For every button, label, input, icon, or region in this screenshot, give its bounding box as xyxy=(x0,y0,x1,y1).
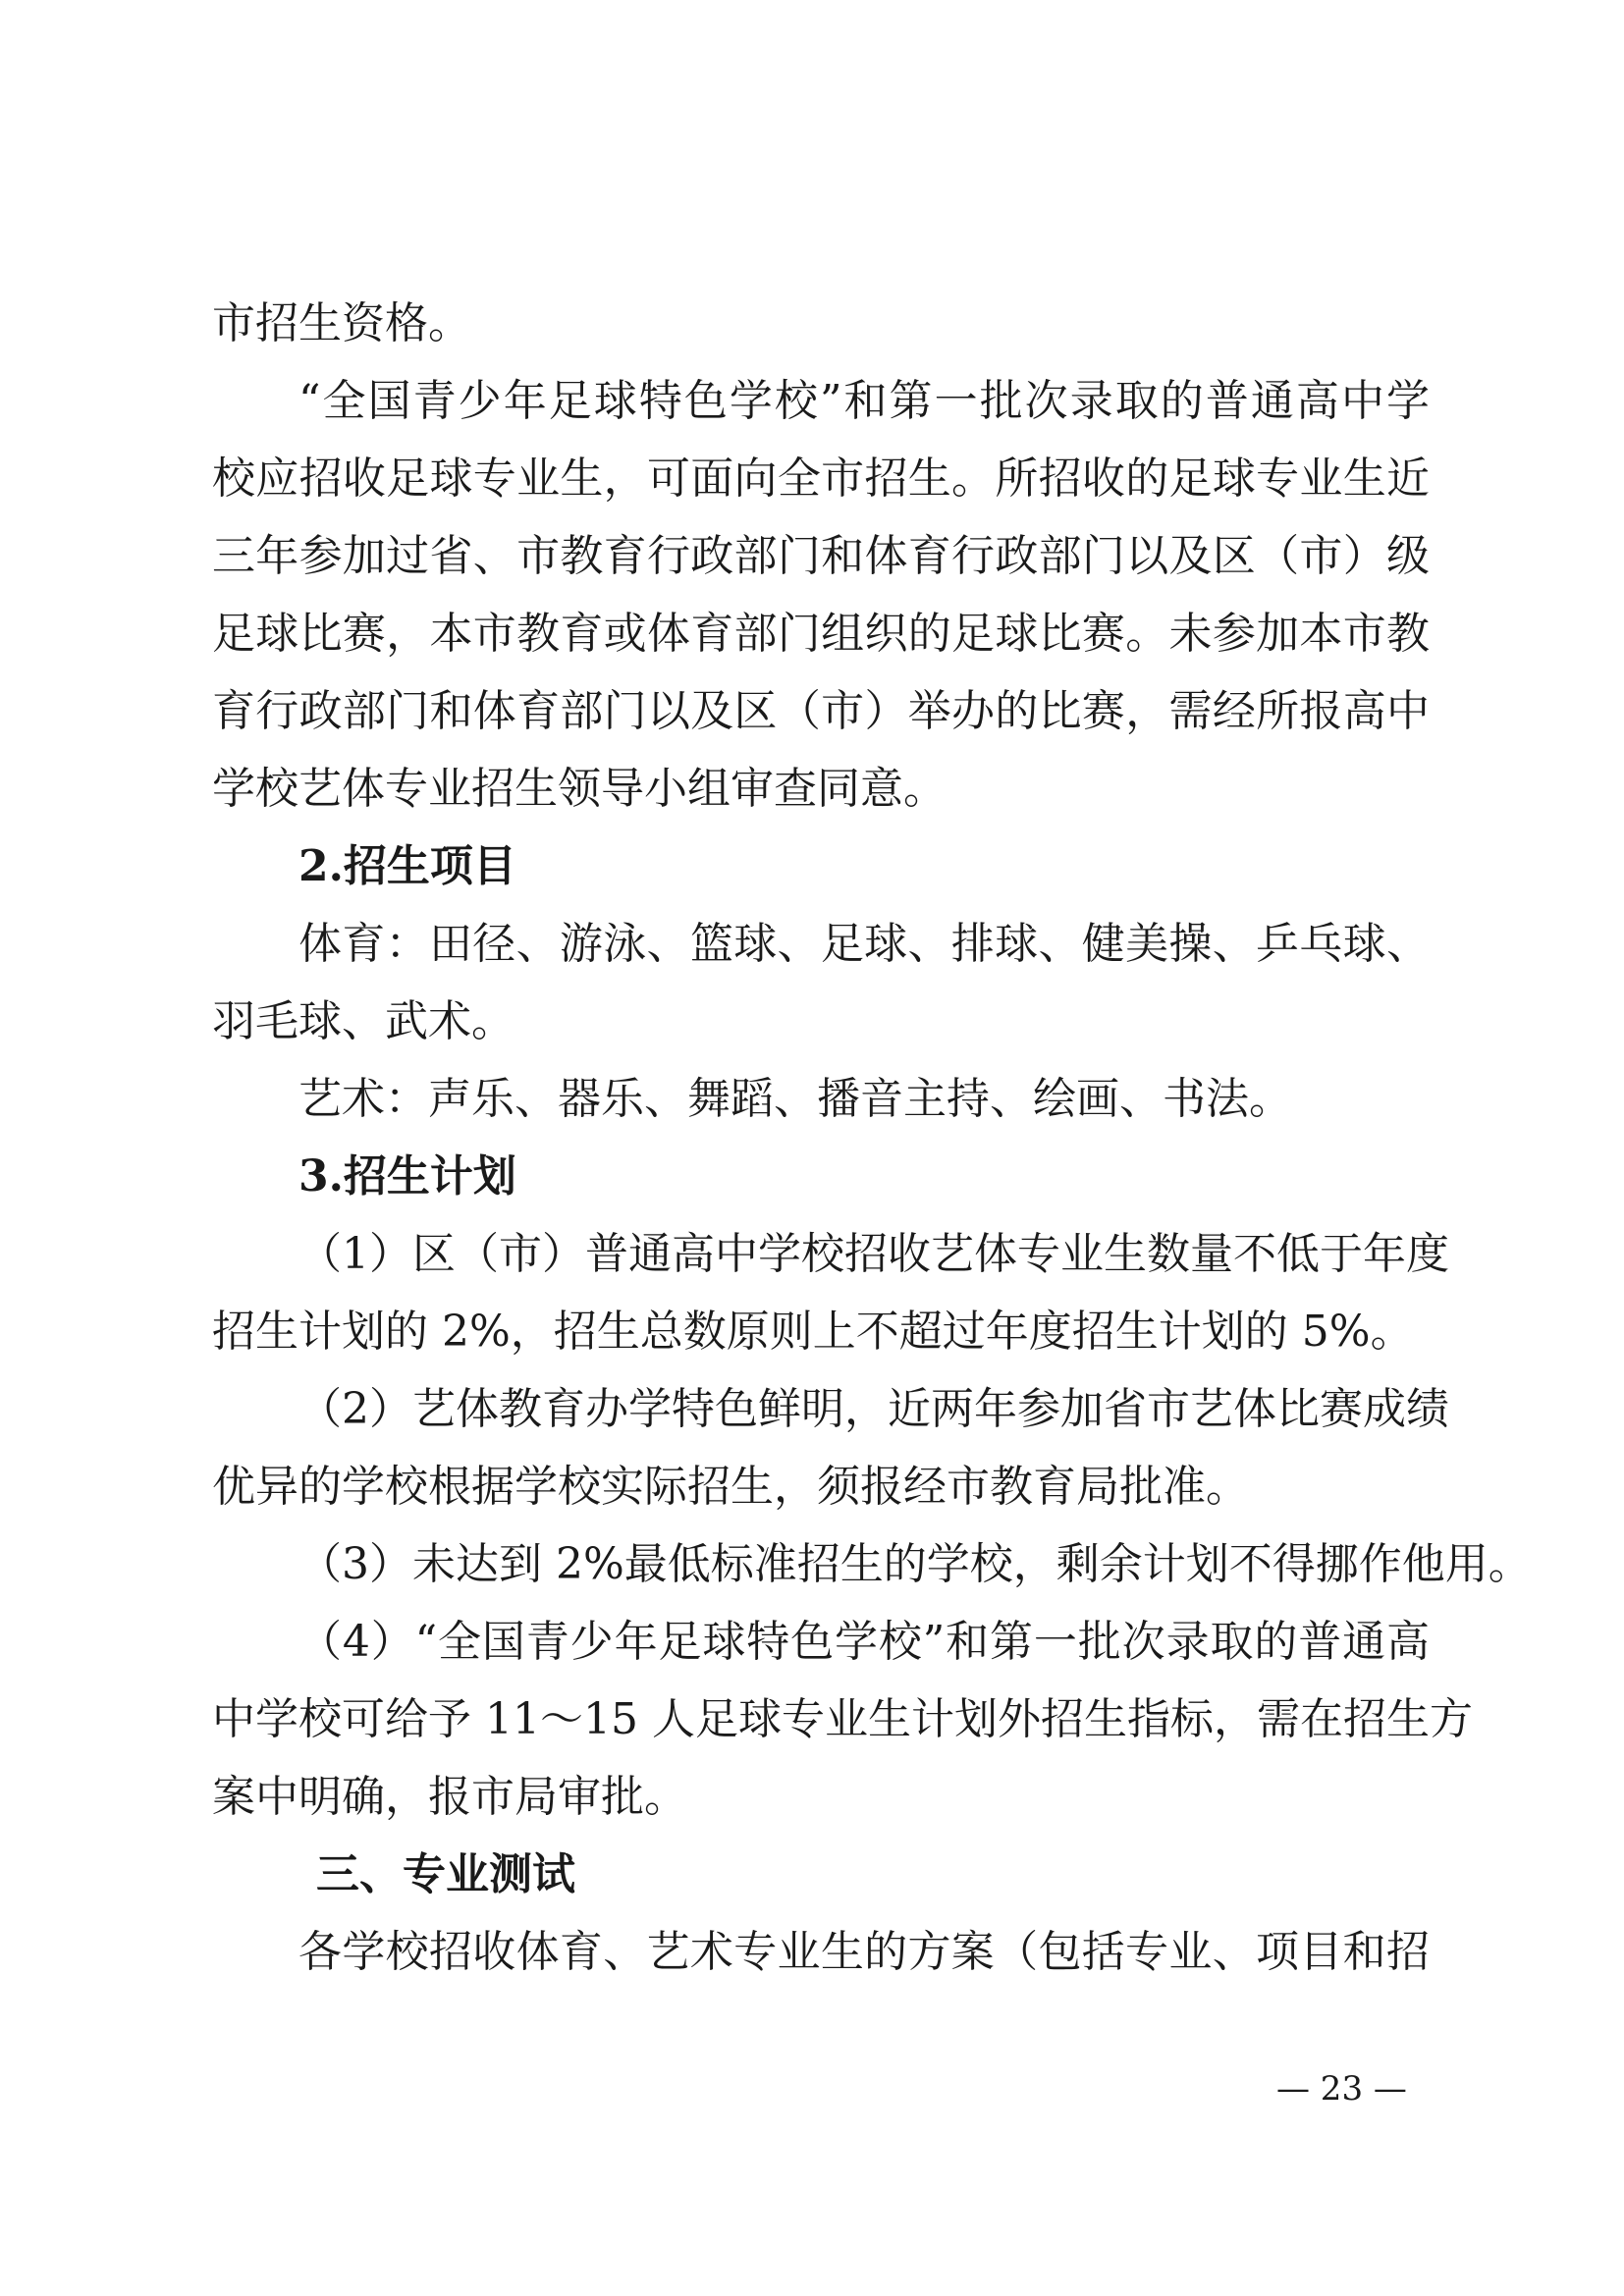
text-line: （3）未达到 2%最低标准招生的学校，剩余计划不得挪作他用。 xyxy=(298,1539,1532,1589)
text-line: 育行政部门和体育部门以及区（市）举办的比赛，需经所报高中 xyxy=(212,686,1430,736)
text-line: （1）区（市）普通高中学校招收艺体专业生数量不低于年度 xyxy=(298,1229,1449,1279)
page-number: — 23 — xyxy=(1276,2069,1407,2109)
section-heading: 3.招生计划 xyxy=(298,1151,516,1201)
text-line: 艺术：声乐、器乐、舞蹈、播音主持、绘画、书法。 xyxy=(298,1074,1292,1124)
text-line: （4）“全国青少年足球特色学校”和第一批次录取的普通高 xyxy=(298,1617,1430,1667)
text-line: 校应招收足球专业生，可面向全市招生。所招收的足球专业生近 xyxy=(212,454,1430,504)
text-line: 优异的学校根据学校实际招生，须报经市教育局批准。 xyxy=(212,1462,1249,1512)
text-line: 案中明确，报市局审批。 xyxy=(212,1772,687,1822)
text-line: 各学校招收体育、艺术专业生的方案（包括专业、项目和招 xyxy=(298,1927,1430,1977)
text-line: 学校艺体专业招生领导小组审查同意。 xyxy=(212,764,947,814)
text-line: 足球比赛，本市教育或体育部门组织的足球比赛。未参加本市教 xyxy=(212,609,1430,659)
text-line: （2）艺体教育办学特色鲜明，近两年参加省市艺体比赛成绩 xyxy=(298,1384,1449,1434)
text-line: 招生计划的 2%，招生总数原则上不超过年度招生计划的 5%。 xyxy=(212,1307,1414,1357)
text-line: 羽毛球、武术。 xyxy=(212,996,514,1046)
text-line: “全国青少年足球特色学校”和第一批次录取的普通高中学 xyxy=(298,376,1430,426)
section-heading: 2.招生项目 xyxy=(298,841,516,891)
text-line: 三年参加过省、市教育行政部门和体育行政部门以及区（市）级 xyxy=(212,531,1430,581)
text-line: 市招生资格。 xyxy=(212,298,471,348)
text-line: 体育：田径、游泳、篮球、足球、排球、健美操、乒乓球、 xyxy=(298,919,1430,969)
text-line: 中学校可给予 11～15 人足球专业生计划外招生指标，需在招生方 xyxy=(212,1694,1473,1744)
chapter-heading: 三、专业测试 xyxy=(316,1849,575,1899)
